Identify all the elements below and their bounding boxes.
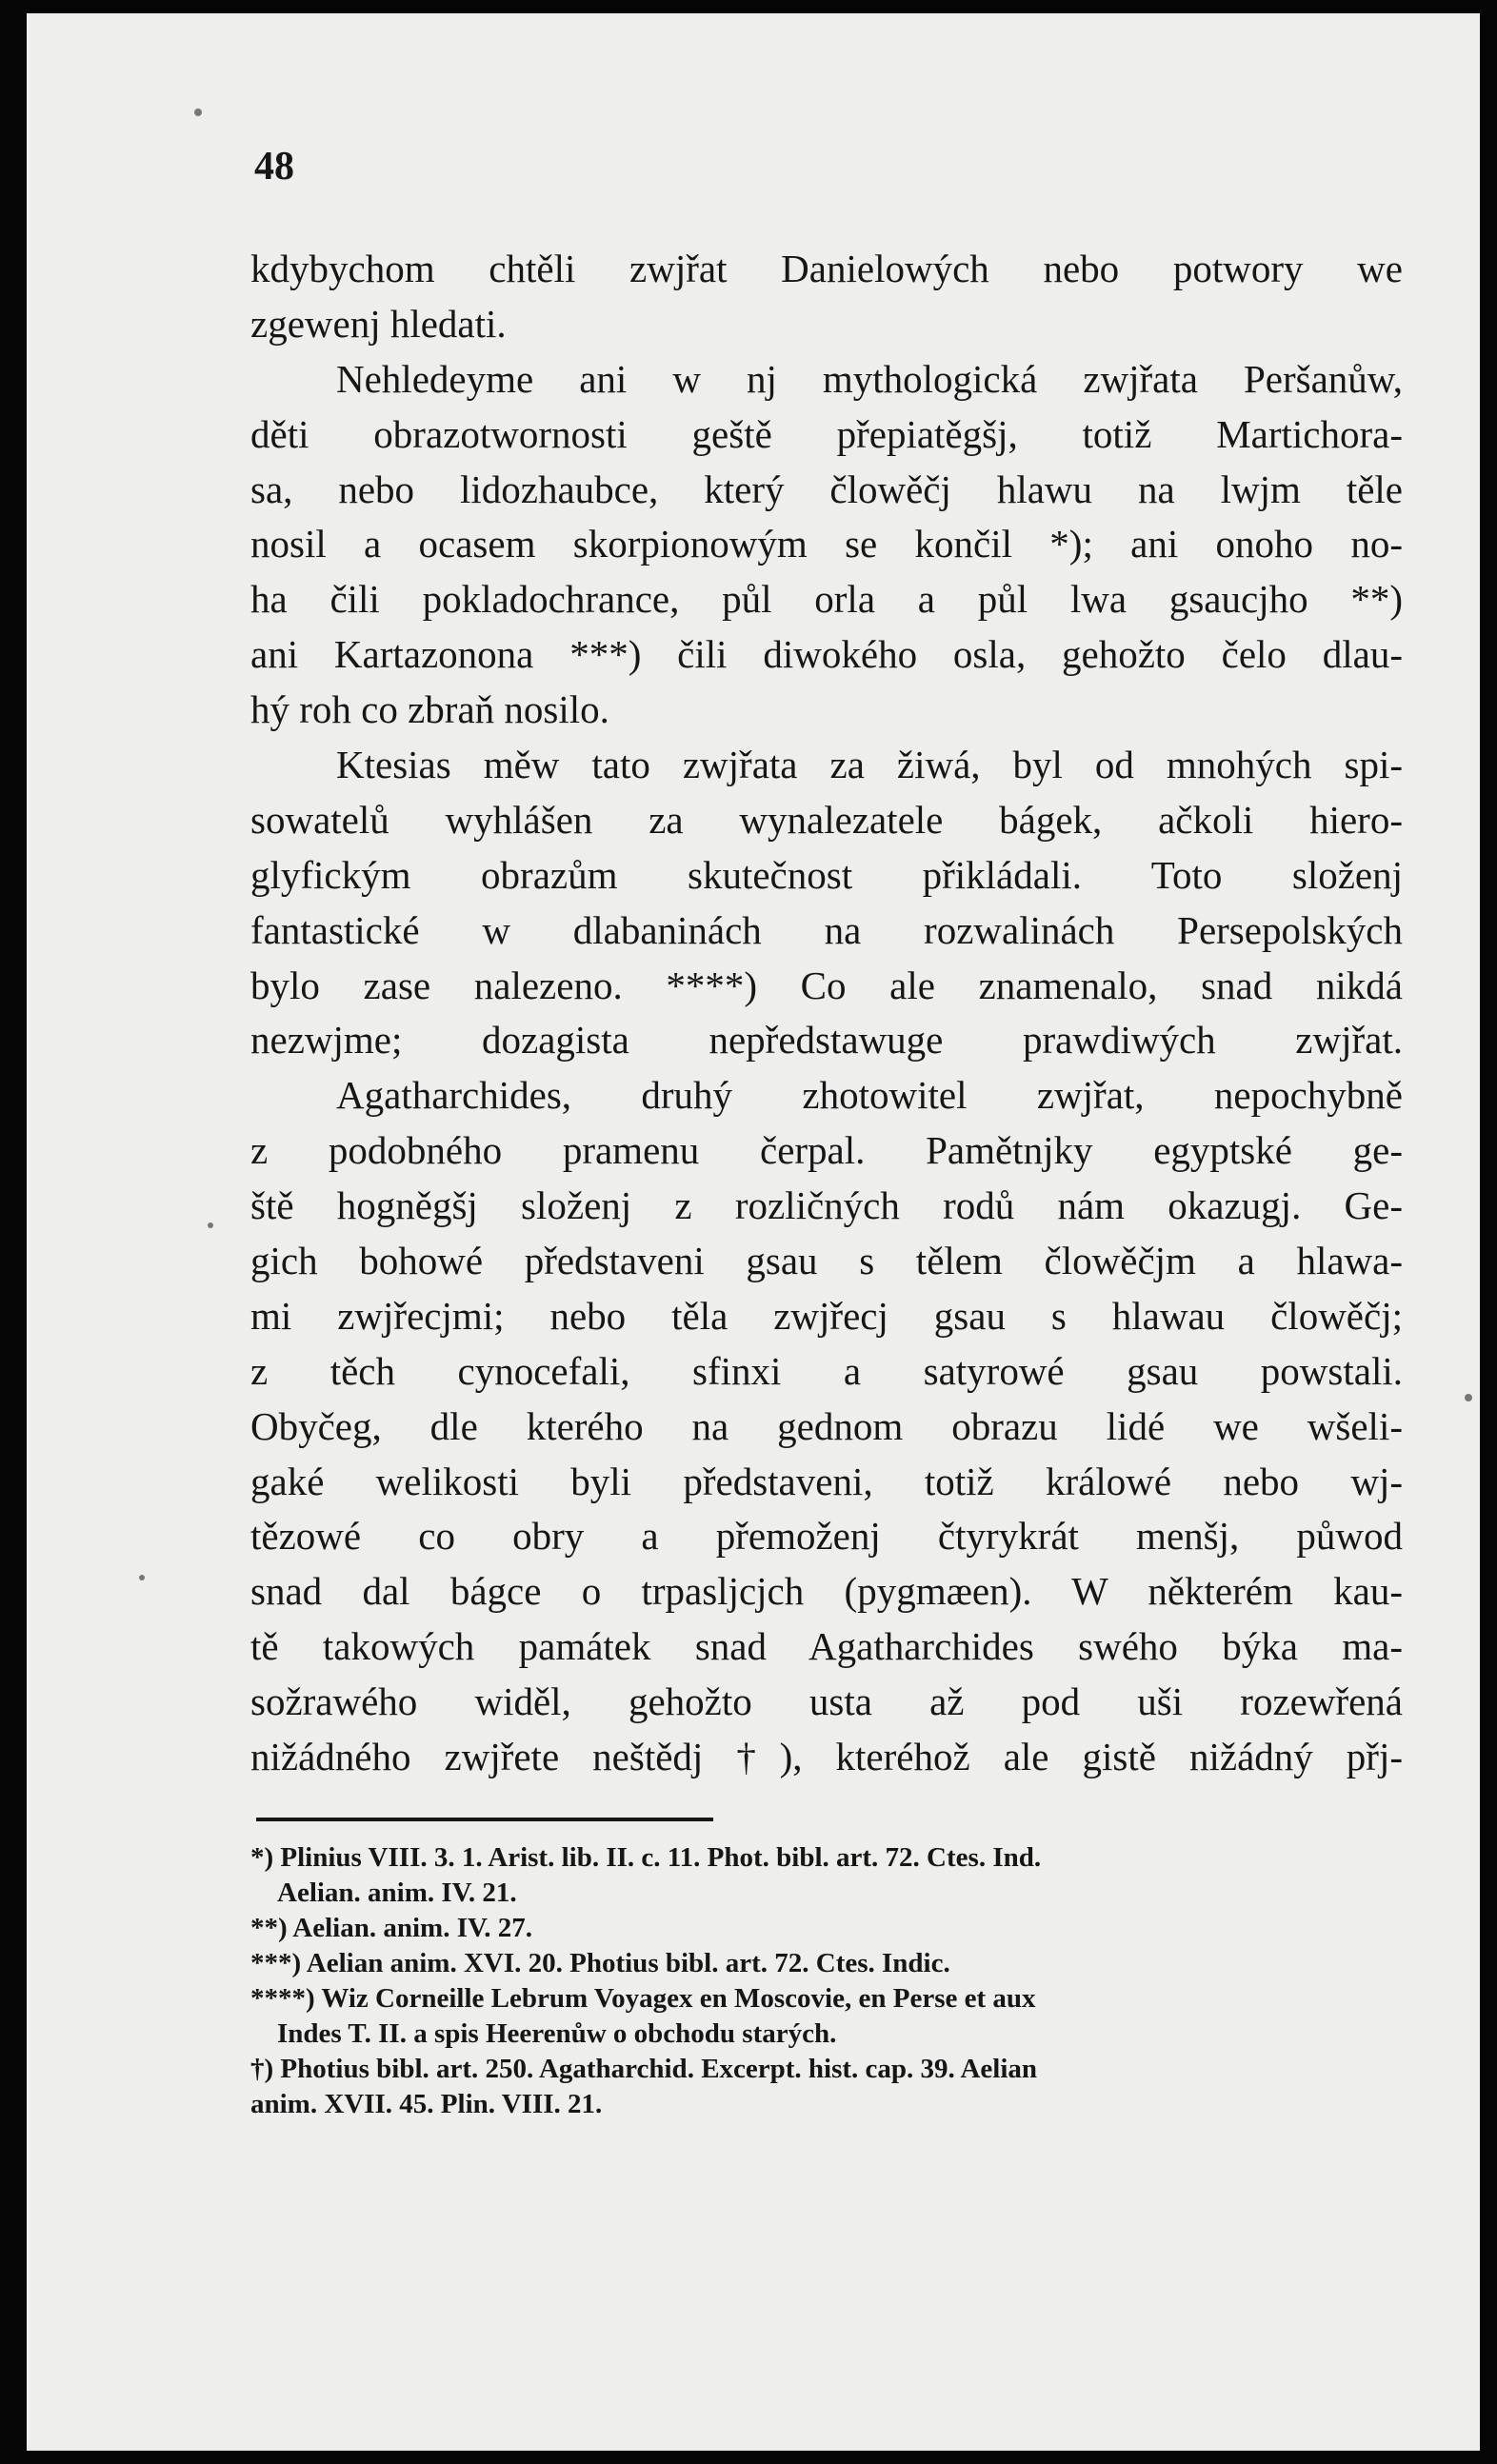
text-line: tězowé co obry a přemoženj čtyrykrát menšj, půwod [250,1514,1403,1559]
text-line: sožrawého widěl, gehožto usta až pod uši rozewřená [250,1679,1403,1724]
footnote-divider [256,1818,713,1821]
footnote-line: †) Photius bibl. art. 250. Agatharchid. Excerpt. hist. cap. 39. Aelian [250,2053,1038,2084]
text-line: glyfickým obrazům skutečnost přikládali. Toto složenj [250,852,1403,897]
footnote-line: ***) Aelian anim. XVI. 20. Photius bibl. art. 72. Ctes. Indic. [250,1947,950,1978]
text-line: gich bohowé představeni gsau s tělem člowěčjm a hlawa- [250,1239,1403,1283]
book-page [27,13,1480,2451]
text-line: Obyčeg, dle kterého na gednom obrazu lidé we wšeli- [250,1403,1403,1448]
footnotes [250,1840,1403,2122]
print-speck [1465,1394,1472,1401]
text-line: fantastické w dlabaninách na rozwalinách Persepolských [250,907,1403,952]
print-speck [194,109,202,116]
text-line: sa, nebo lidozhaubce, který člowěčj hlawu na lwjm těle [250,467,1403,511]
text-line: nižádného zwjřete neštědj †), kteréhož ale gistě nižádný přj- [250,1735,1403,1779]
text-line: nosil a ocasem skorpionowým se končil *); ani onoho no- [250,522,1403,566]
text-line: Agatharchides, druhý zhotowitel zwjřat, nepochybně [336,1073,1403,1118]
text-line: kdybychom chtěli zwjřat Danielowých nebo potwory we [250,247,1403,290]
text-line: děti obrazotwornosti geště přepiatěgšj, totiž Martichora- [250,411,1403,456]
text-line: ani Kartazonona ***) čili diwokého osla, gehožto čelo dlau- [250,632,1403,677]
text-line: z těch cynocefali, sfinxi a satyrowé gsau powstali. [250,1348,1403,1393]
text-line: ha čili pokladochrance, půl orla a půl lwa gsaucjho **) [250,577,1403,622]
footnote-line: anim. XVII. 45. Plin. VIII. 21. [250,2088,603,2119]
text-line: Nehledeyme ani w nj mythologická zwjřata Peršanůw, [336,356,1403,401]
print-speck [208,1222,213,1228]
footnote-line: Aelian. anim. IV. 21. [277,1877,517,1908]
text-line: snad dal bágce o trpasljcjch (pygmæen). W některém kau- [250,1569,1403,1614]
print-speck [139,1575,145,1580]
text-line: tě takowých památek snad Agatharchides swého býka ma- [250,1624,1403,1669]
text-line: bylo zase nalezeno. ****) Co ale znamenalo, snad nikdá [250,963,1403,1007]
page-content [250,147,1403,2122]
body-text [250,242,1403,1785]
footnote-line: *) Plinius VIII. 3. 1. Arist. lib. II. c. 11. Phot. bibl. art. 72. Ctes. Ind. [250,1841,1042,1873]
page-number: 48 [254,145,294,189]
footnote-line: ****) Wiz Corneille Lebrum Voyagex en Moscovie, en Perse et aux [250,1982,1036,2014]
text-line: z podobného pramenu čerpal. Pamětnjky egyptské ge- [250,1128,1403,1173]
text-line: nezwjme; dozagista nepředstawuge prawdiwých zwjřat. [250,1018,1403,1063]
footnote-line: **) Aelian. anim. IV. 27. [250,1912,532,1943]
text-line: Ktesias měw tato zwjřata za žiwá, byl od mnohých spi- [336,743,1403,787]
text-line: hý roh co zbraň nosilo. [250,687,609,732]
footnote-line: Indes T. II. a spis Heerenůw o obchodu starých. [277,2017,837,2049]
text-line: mi zwjřecjmi; nebo těla zwjřecj gsau s hlawau člowěčj; [250,1293,1403,1338]
text-line: gaké welikosti byli představeni, totiž králowé nebo wj- [250,1459,1403,1503]
text-line: sowatelů wyhlášen za wynalezatele bágek, ačkoli hiero- [250,797,1403,842]
text-line: ště hogněgšj složenj z rozličných rodů nám okazugj. Ge- [250,1183,1403,1228]
text-line: zgewenj hledati. [250,301,507,346]
